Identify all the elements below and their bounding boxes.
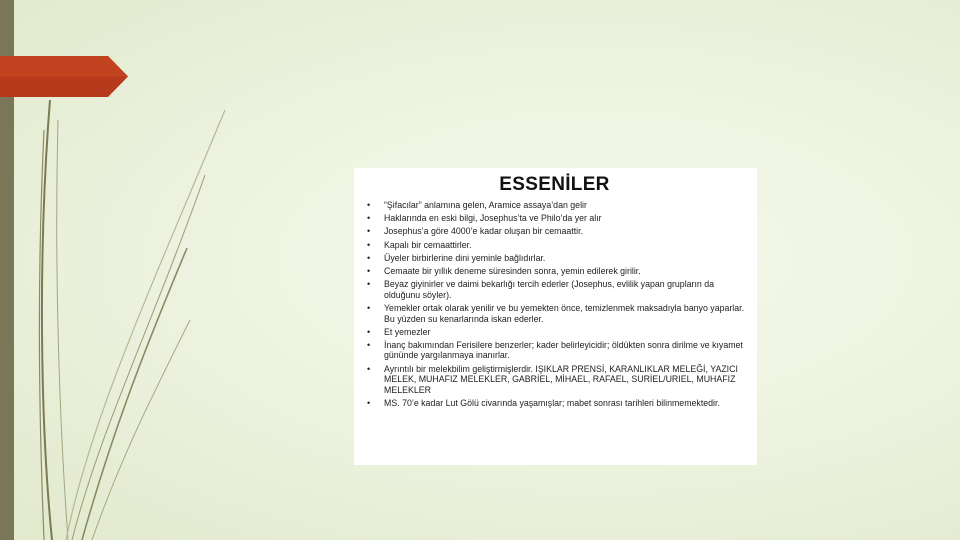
bullet-item: • Yemekler ortak olarak yenilir ve bu yemekten önce, temizlenmek maksadıyla banyo yaparlar. Bu yüzden su kenarlarında iskan ederler. [362, 303, 747, 324]
bullet-item: • Ayrıntılı bir melekbilim geliştirmişlerdir. IŞIKLAR PRENSİ, KARANLIKLAR MELEĞİ, YAZICI MELEK, MUHAFIZ MELEKLER, GABRİEL, MİHAEL, RAFAEL, SURİEL/URIEL, MUHAFIZ MELEKLER [362, 364, 747, 396]
bullet-item: • Beyaz giyinirler ve daimi bekarlığı tercih ederler (Josephus, evlilik yapan grupların da olduğunu söyler). [362, 279, 747, 300]
bullet-item: • Üyeler birbirlerine dini yeminle bağlıdırlar. [362, 253, 747, 264]
essenes-text-image [354, 168, 757, 465]
slide-title: ESSENİLER [499, 174, 610, 195]
red-accent-tab [0, 56, 128, 97]
bullet-list [362, 200, 747, 409]
bullet-item: • Haklarında en eski bilgi, Josephus’ta ve Philo’da yer alır [362, 213, 747, 224]
bullet-item: • İnanç bakımından Ferisilere benzerler; kader belirleyicidir; öldükten sonra dirilme ve kıyamet gününde yargılanmaya inanırlar. [362, 340, 747, 361]
bullet-item: • Josephus’a göre 4000’e kadar oluşan bir cemaattir. [362, 226, 747, 237]
bullet-item: • Kapalı bir cemaattirler. [362, 240, 747, 251]
bullet-item: • “Şifacılar” anlamına gelen, Aramice assaya’dan gelir [362, 200, 747, 211]
bullet-item: • MS. 70’e kadar Lut Gölü civarında yaşamışlar; mabet sonrası tarihleri bilinmemektedir. [362, 398, 747, 409]
bullet-item: • Cemaate bir yıllık deneme süresinden sonra, yemin edilerek girilir. [362, 266, 747, 277]
bullet-item: • Et yemezler [362, 327, 747, 338]
